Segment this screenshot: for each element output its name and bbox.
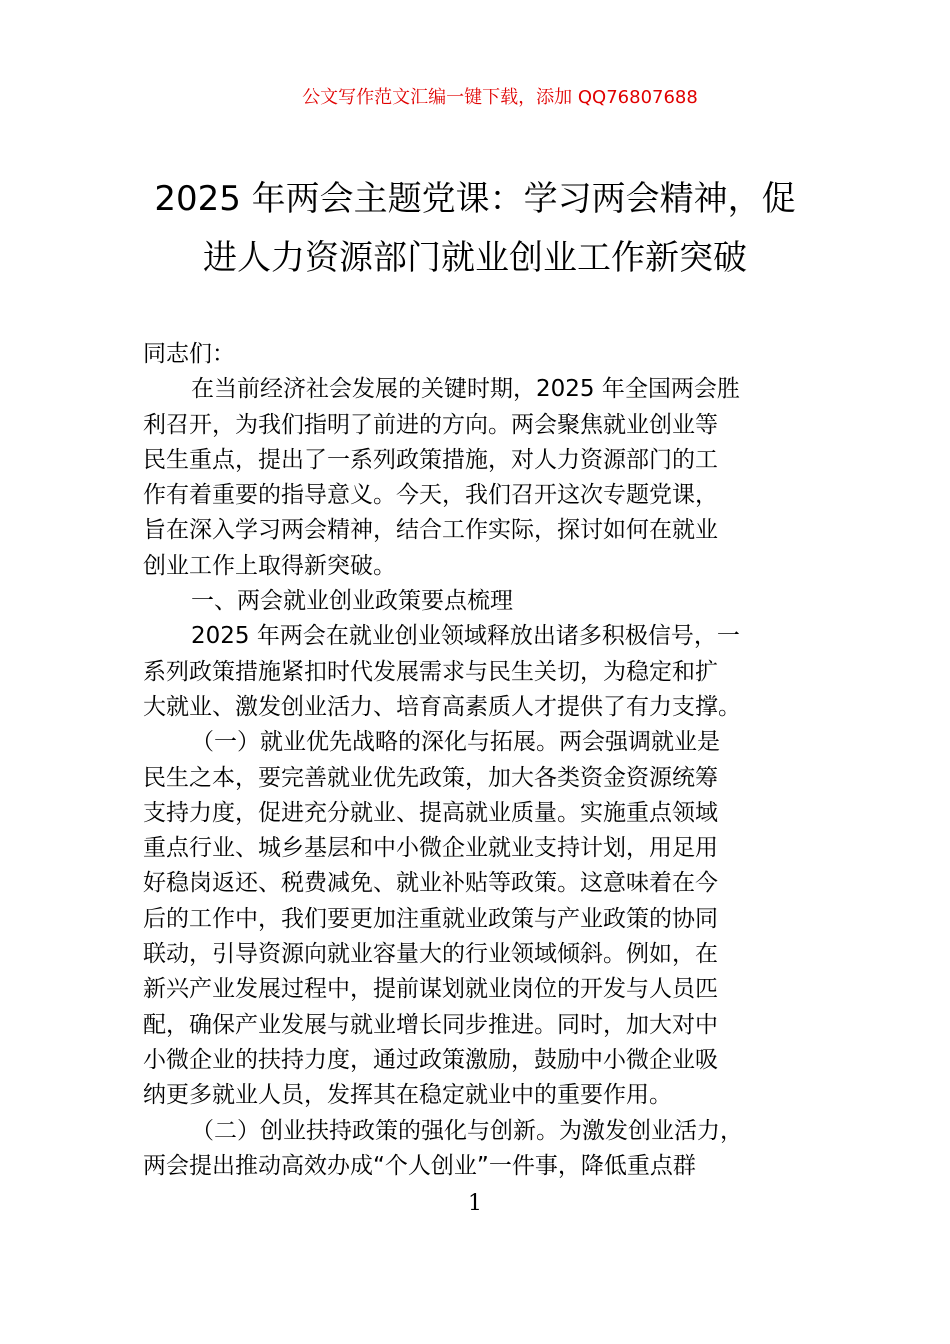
text-line: 好稳岗返还、税费减免、就业补贴等政策。这意味着在今 [143, 870, 718, 897]
paragraph-entrepreneurship [143, 1114, 807, 1185]
text-line: 民生重点，提出了一系列政策措施，对人力资源部门的工 [143, 446, 718, 473]
text-line: 2025 年两会在就业创业领域释放出诸多积极信号，一 [191, 623, 740, 650]
text-line: 支持力度，促进充分就业、提高就业质量。实施重点领域 [143, 799, 718, 826]
text-line: 后的工作中，我们要更加注重就业政策与产业政策的协同 [143, 905, 718, 932]
document-body [143, 337, 807, 1184]
salutation-text: 同志们： [143, 341, 235, 367]
text-line: 系列政策措施紧扣时代发展需求与民生关切，为稳定和扩 [143, 658, 718, 685]
salutation [143, 337, 807, 372]
text-line: 民生之本，要完善就业优先政策，加大各类资金资源统筹 [143, 764, 718, 791]
paragraph-section1-intro [143, 619, 807, 725]
text-line: （一）就业优先战略的深化与拓展。两会强调就业是 [191, 729, 720, 756]
paragraph-intro [143, 372, 807, 584]
text-line: 利召开，为我们指明了前进的方向。两会聚焦就业创业等 [143, 411, 718, 438]
paragraph-employment-priority [143, 725, 807, 1113]
text-line: 重点行业、城乡基层和中小微企业就业支持计划，用足用 [143, 835, 718, 862]
heading-text: 一、两会就业创业政策要点梳理 [191, 588, 513, 615]
text-line: 新兴产业发展过程中，提前谋划就业岗位的开发与人员匹 [143, 976, 718, 1003]
text-line: 联动，引导资源向就业容量大的行业领域倾斜。例如，在 [143, 941, 718, 968]
text-line: 小微企业的扶持力度，通过政策激励，鼓励中小微企业吸 [143, 1046, 718, 1073]
title-line: 进人力资源部门就业创业工作新突破 [203, 238, 747, 278]
text-line: （二）创业扶持政策的强化与创新。为激发创业活力， [191, 1117, 743, 1144]
text-line: 配，确保产业发展与就业增长同步推进。同时，加大对中 [143, 1011, 718, 1038]
text-line: 作有着重要的指导意义。今天，我们召开这次专题党课， [143, 482, 718, 509]
text-line: 在当前经济社会发展的关键时期，2025 年全国两会胜 [191, 376, 740, 403]
section-heading [143, 584, 807, 619]
text-line: 旨在深入学习两会精神，结合工作实际，探讨如何在就业 [143, 517, 718, 544]
page-number: 1 [468, 1191, 482, 1216]
text-line: 两会提出推动高效办成“个人创业”一件事，降低重点群 [143, 1152, 696, 1179]
text-line: 纳更多就业人员，发挥其在稳定就业中的重要作用。 [143, 1082, 672, 1109]
text-line: 创业工作上取得新突破。 [143, 552, 396, 579]
header-ad-text: 公文写作范文汇编一键下载，添加 QQ76807688 [302, 87, 698, 108]
title-line: 2025 年两会主题党课：学习两会精神，促 [154, 179, 796, 219]
document-title [140, 170, 810, 288]
text-line: 大就业、激发创业活力、培育高素质人才提供了有力支撑。 [143, 693, 741, 720]
